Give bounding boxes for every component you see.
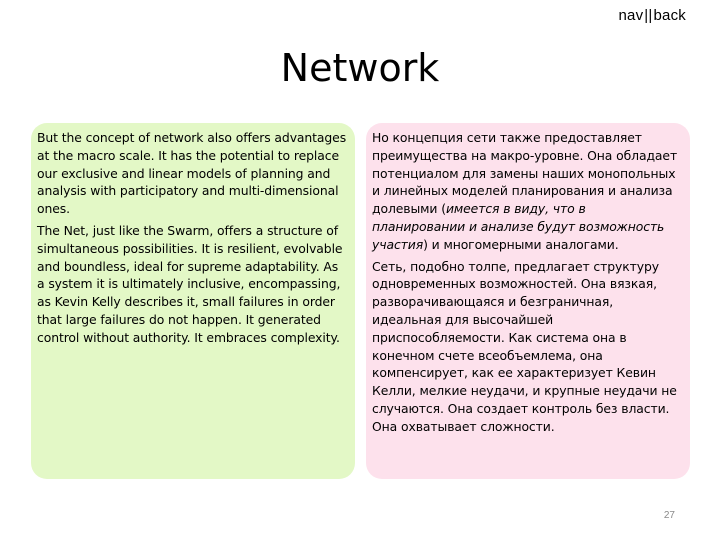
russian-paragraph-1-start: Но концепция сети также предоставляет преимущества на макро-уровне. Она обладает потенциалом для замены наших монопольных и линейных моделей планирования и анализа долевыми ( [372,130,678,217]
nav-separator: || [644,7,653,24]
english-paragraph-2: The Net, just like the Swarm, offers a structure of simultaneous possibilities. It is resilient, evolvable and boundless, ideal for supreme adaptability. As a system it is ultimately inclusive, encompassing, as Kevin Kelly describes it, small failures in order that large failures do not happen. It generated control without authority. It embraces complexity. [37,222,343,345]
slide-title: Network [280,46,440,90]
russian-paragraph-1-italic-note: имеется в виду, что в планировании и анализе будут возможность участия [372,201,665,252]
english-paragraph-1: But the concept of network also offers advantages at the macro scale. It has the potential to replace our exclusive and linear models of planning and analysis with participatory and multi-dimensional ones. [37,130,347,217]
english-text-panel [31,123,355,479]
nav-link[interactable]: nav [618,7,644,24]
page-number: 27 [663,510,675,521]
nav-links [619,7,687,24]
russian-paragraph-1 [372,129,682,254]
russian-paragraph-2: Сеть, подобно толпе, предлагает структуру одновременных возможностей. Она вязкая, разворачивающаяся и безграничная, идеальная для высочайшей приспособляемости. Как система она в конечном счете всеобъемлема, она компенсирует, как ее характеризует Кевин Келли, мелкие неудачи, и крупные неудачи не случаются. Она создает контроль без власти. Она охватывает сложности. [372,258,677,434]
russian-text-panel [366,123,690,479]
back-link[interactable]: back [653,7,686,24]
russian-paragraph-1-end: ) и многомерными аналогами. [423,236,619,252]
